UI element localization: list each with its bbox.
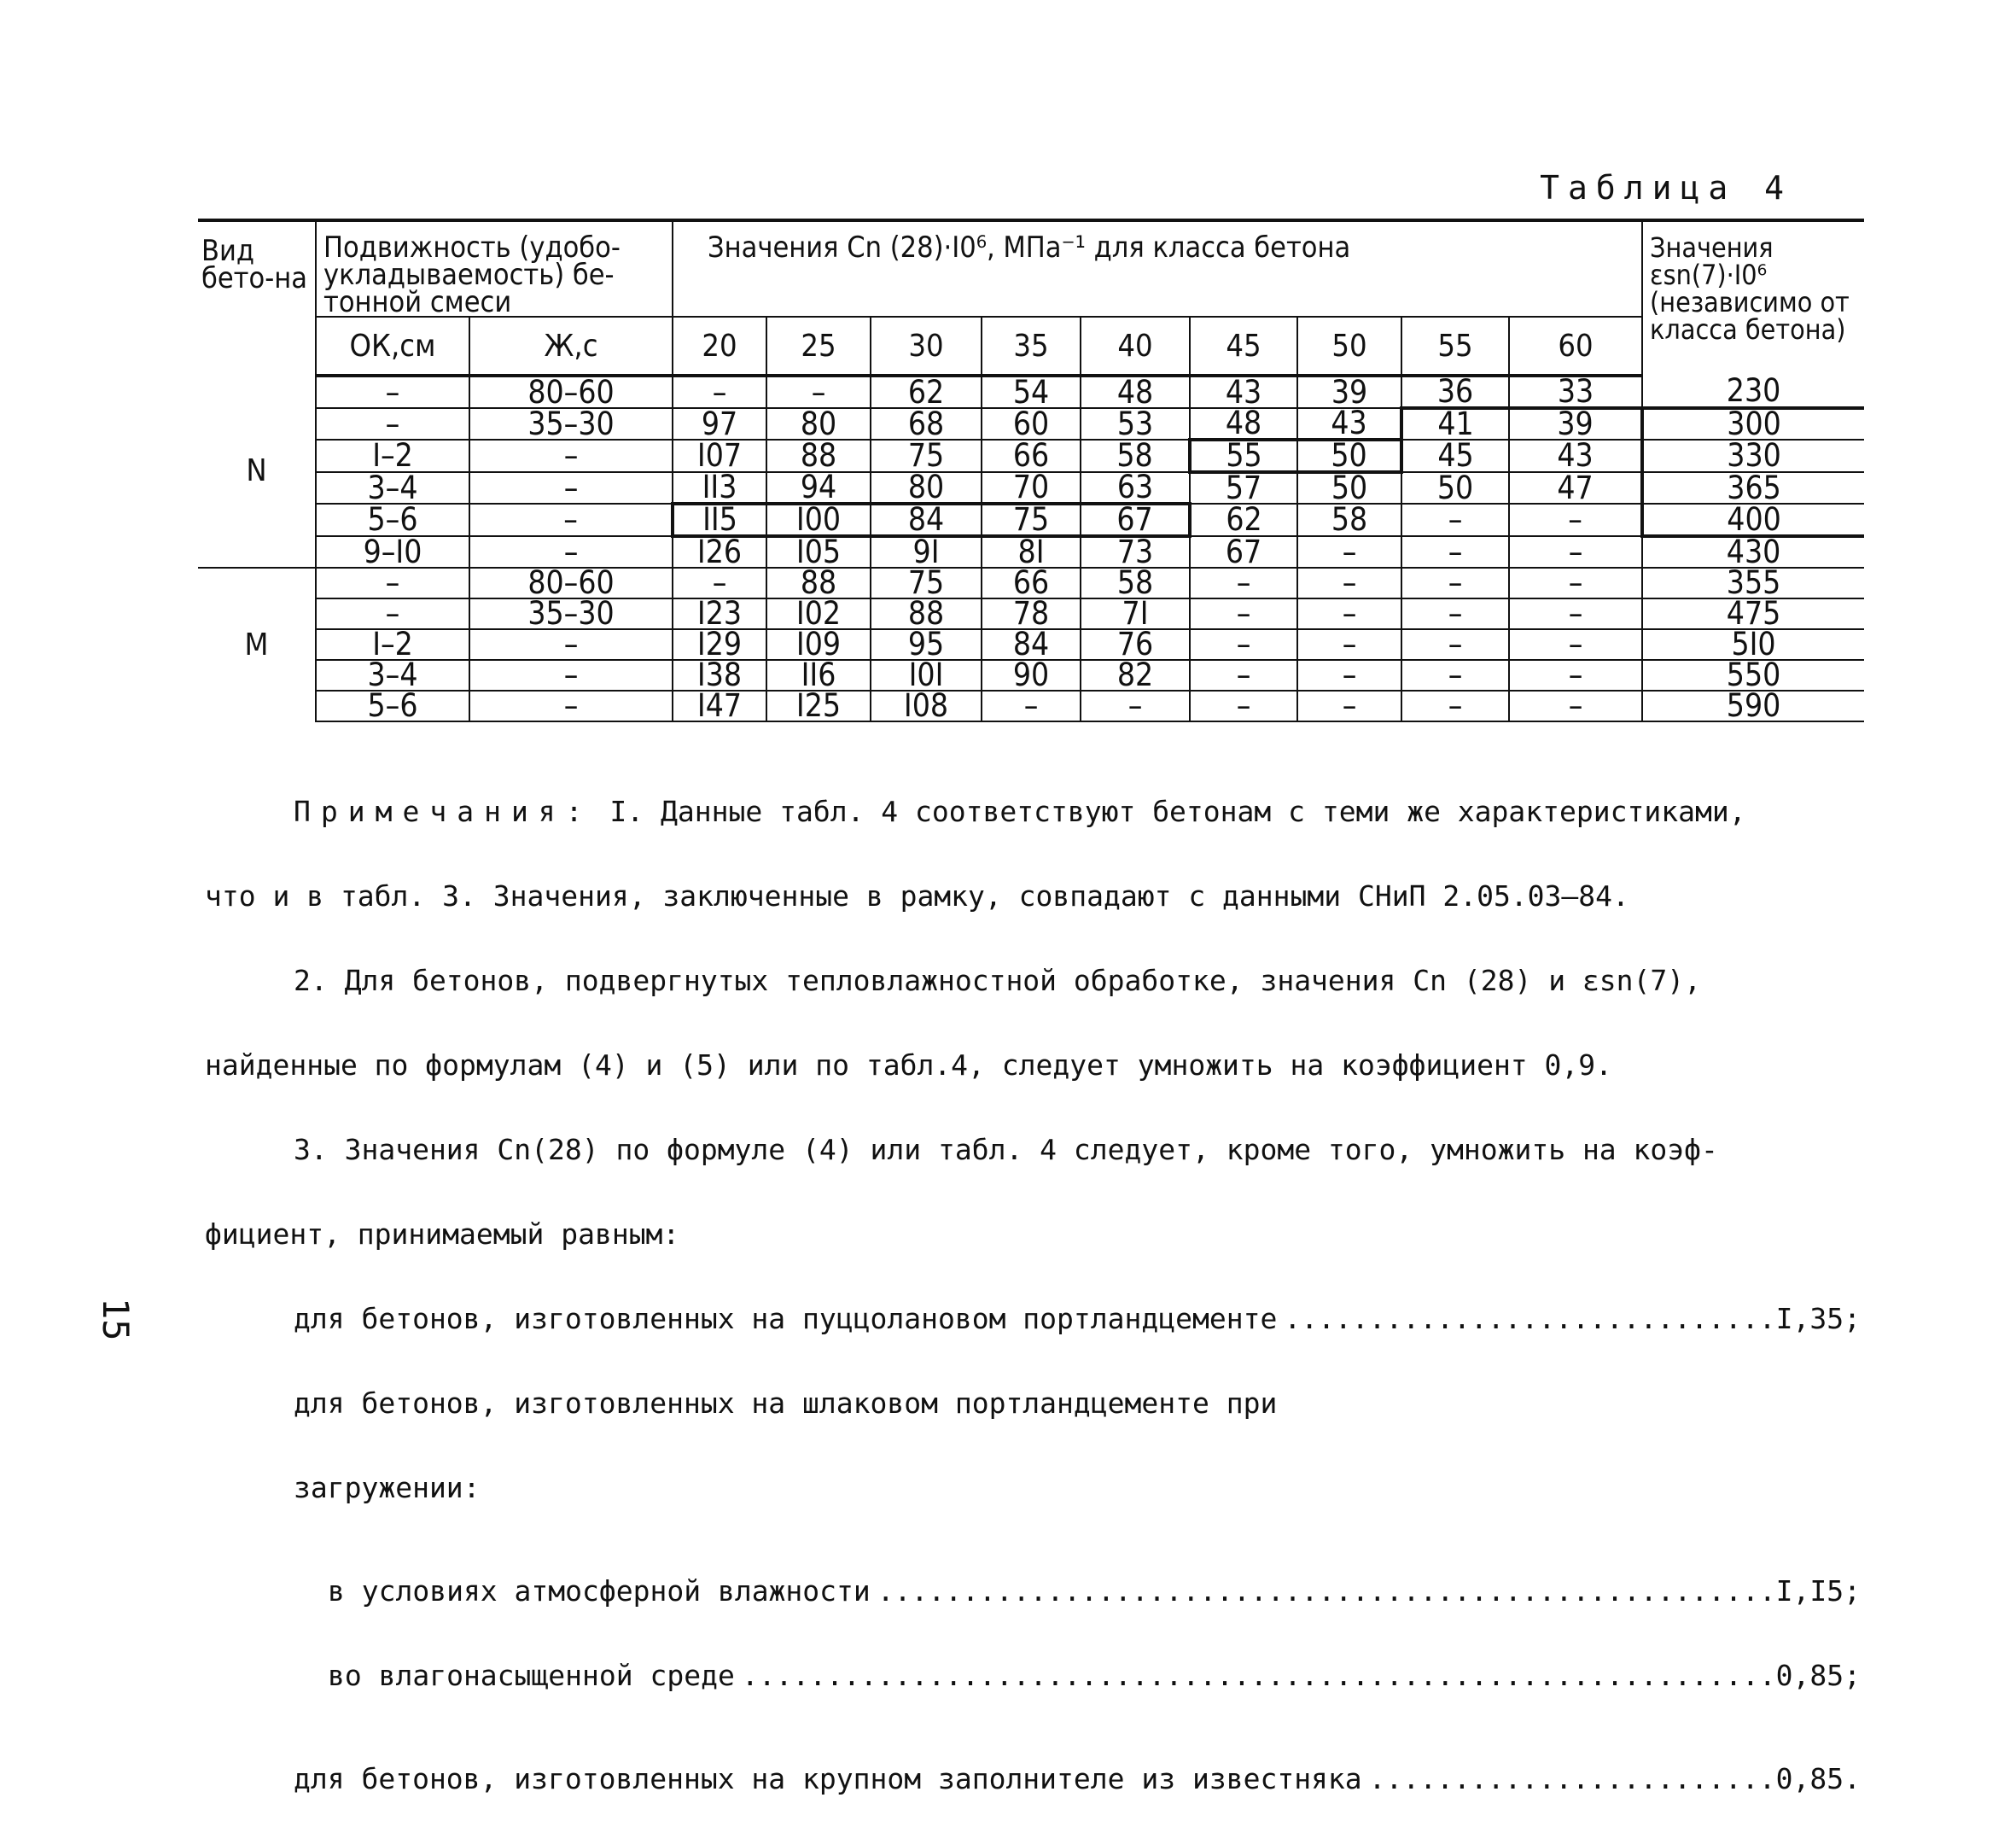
ok-cell: 5–6 (316, 691, 469, 721)
value-cell: 94 (766, 472, 871, 504)
data-table (198, 219, 1864, 722)
group-name: M (198, 568, 316, 721)
value-cell: 36 (1401, 376, 1509, 408)
zh-cell: – (469, 472, 673, 504)
value-cell: – (1297, 691, 1401, 721)
value-cell: 80 (871, 472, 982, 504)
value-cell: – (1190, 691, 1297, 721)
table-title: Таблица 4 (1540, 169, 1792, 207)
eps-cell: 400 (1642, 504, 1864, 536)
header-podvizh: Подвижность (удобо-укладываемость) бе-тонной смеси (316, 220, 673, 317)
eps-cell: 590 (1642, 691, 1864, 721)
value-cell: 43 (1297, 408, 1401, 440)
value-cell: – (673, 568, 766, 598)
value-cell: 84 (871, 504, 982, 536)
value-cell: – (1509, 660, 1642, 691)
value-cell: 75 (871, 568, 982, 598)
value-cell: 75 (982, 504, 1081, 536)
note-1a: I. Данные табл. 4 соответствуют бетонам с теми же характеристиками, (609, 795, 1746, 828)
header-eps: Значения εsn(7)·I0⁶ (независимо от класса бетона) (1642, 220, 1864, 376)
leader-dots (1369, 1765, 1769, 1793)
value-cell: 95 (871, 629, 982, 660)
value-cell: I09 (766, 629, 871, 660)
value-cell: – (1297, 660, 1401, 691)
header-vid: Вид бето-на (198, 220, 316, 376)
value-cell: 57 (1190, 472, 1297, 504)
ok-cell: – (316, 376, 469, 408)
leader-dots (877, 1577, 1769, 1605)
value-cell: II3 (673, 472, 766, 504)
value-cell: – (1401, 568, 1509, 598)
zh-cell: 35–30 (469, 598, 673, 629)
value-cell: 75 (871, 440, 982, 472)
header-class-25: 25 (766, 317, 871, 376)
ok-cell: 3–4 (316, 472, 469, 504)
table-row (198, 629, 1864, 660)
value-cell: I05 (766, 536, 871, 568)
table-row (198, 598, 1864, 629)
value-cell: 82 (1081, 660, 1190, 691)
note-2a: 2. Для бетонов, подвергнутых тепловлажностной обработке, значения Cn (28) и εsn(7), (294, 964, 1702, 997)
value-cell: 39 (1509, 408, 1642, 440)
value-cell: – (1190, 568, 1297, 598)
value-cell: 88 (766, 568, 871, 598)
value-cell: 63 (1081, 472, 1190, 504)
value-cell: – (1509, 536, 1642, 568)
value-cell: I38 (673, 660, 766, 691)
value-cell: I0I (871, 660, 982, 691)
value-cell: 62 (1190, 504, 1297, 536)
table-row (198, 472, 1864, 504)
value-cell: I07 (673, 440, 766, 472)
value-cell: 58 (1081, 568, 1190, 598)
value-cell: – (1509, 568, 1642, 598)
zh-cell: 80–60 (469, 568, 673, 598)
value-cell: 53 (1081, 408, 1190, 440)
value-cell: I02 (766, 598, 871, 629)
header-ok: ОК,см (316, 317, 469, 376)
zh-cell: – (469, 504, 673, 536)
value-cell: 84 (982, 629, 1081, 660)
value-cell: 54 (982, 376, 1081, 408)
zh-cell: – (469, 440, 673, 472)
ok-cell: I–2 (316, 629, 469, 660)
eps-cell: 430 (1642, 536, 1864, 568)
value-cell: 50 (1401, 472, 1509, 504)
coef-1-label: для бетонов, изготовленных на пуццолановом портландцементе (294, 1302, 1278, 1335)
leader-dots (742, 1661, 1769, 1690)
ok-cell: I–2 (316, 440, 469, 472)
zh-cell: – (469, 660, 673, 691)
table-row (198, 691, 1864, 721)
table-row (198, 504, 1864, 536)
value-cell: 41 (1401, 408, 1509, 440)
ok-cell: – (316, 568, 469, 598)
value-cell: – (1401, 691, 1509, 721)
value-cell: 66 (982, 568, 1081, 598)
value-cell: II6 (766, 660, 871, 691)
value-cell: 50 (1297, 472, 1401, 504)
group-name: N (198, 376, 316, 568)
eps-cell: 5I0 (1642, 629, 1864, 660)
value-cell: – (1509, 598, 1642, 629)
coef-3-label: для бетонов, изготовленных на крупном заполнителе из известняка (294, 1762, 1362, 1795)
table-row (198, 568, 1864, 598)
header-class-60: 60 (1509, 317, 1642, 376)
header-class-50: 50 (1297, 317, 1401, 376)
value-cell: 88 (766, 440, 871, 472)
note-1b: что и в табл. 3. Значения, заключенные в рамку, совпадают с данными СНиП 2.05.03–84. (205, 879, 1629, 913)
coef-2b-value: 0,85; (1775, 1659, 1861, 1692)
value-cell: – (1190, 598, 1297, 629)
value-cell: I00 (766, 504, 871, 536)
value-cell: – (1297, 536, 1401, 568)
coef-2-label-b: загружении: (294, 1471, 481, 1504)
value-cell: 8I (982, 536, 1081, 568)
value-cell: 67 (1081, 504, 1190, 536)
value-cell: 48 (1081, 376, 1190, 408)
leader-dots (1284, 1304, 1768, 1333)
coef-2a-value: I,I5; (1775, 1574, 1861, 1608)
notes-heading: Примечания: (294, 795, 593, 828)
value-cell: 62 (871, 376, 982, 408)
value-cell: 58 (1297, 504, 1401, 536)
eps-cell: 330 (1642, 440, 1864, 472)
notes (205, 741, 1861, 1821)
coef-2b-label: во влагонасыщенной среде (328, 1659, 735, 1692)
value-cell: – (1190, 660, 1297, 691)
value-cell: – (1297, 598, 1401, 629)
value-cell: 47 (1509, 472, 1642, 504)
value-cell: – (1190, 629, 1297, 660)
zh-cell: – (469, 536, 673, 568)
value-cell: I25 (766, 691, 871, 721)
eps-cell: 230 (1642, 376, 1864, 408)
header-class-55: 55 (1401, 317, 1509, 376)
table-row (198, 376, 1864, 408)
value-cell: 97 (673, 408, 766, 440)
table-row (198, 408, 1864, 440)
value-cell: – (1509, 504, 1642, 536)
coef-1-value: I,35; (1775, 1302, 1861, 1335)
value-cell: – (1297, 568, 1401, 598)
value-cell: – (766, 376, 871, 408)
value-cell: I26 (673, 536, 766, 568)
value-cell: 50 (1297, 440, 1401, 472)
table-row (198, 660, 1864, 691)
header-class-45: 45 (1190, 317, 1297, 376)
header-values: Значения Cn (28)·I0⁶, МПа⁻¹ для класса бетона (673, 220, 1642, 317)
page-number: 15 (95, 1298, 137, 1341)
eps-cell: 550 (1642, 660, 1864, 691)
value-cell: 68 (871, 408, 982, 440)
zh-cell: – (469, 629, 673, 660)
value-cell: 39 (1297, 376, 1401, 408)
value-cell: – (1509, 691, 1642, 721)
ok-cell: – (316, 598, 469, 629)
value-cell: I47 (673, 691, 766, 721)
eps-cell: 300 (1642, 408, 1864, 440)
value-cell: 76 (1081, 629, 1190, 660)
value-cell: 48 (1190, 408, 1297, 440)
coef-2a-label: в условиях атмосферной влажности (328, 1574, 871, 1608)
value-cell: – (982, 691, 1081, 721)
value-cell: – (1401, 536, 1509, 568)
zh-cell: 80–60 (469, 376, 673, 408)
value-cell: I23 (673, 598, 766, 629)
value-cell: II5 (673, 504, 766, 536)
value-cell: I29 (673, 629, 766, 660)
value-cell: 80 (766, 408, 871, 440)
ok-cell: 5–6 (316, 504, 469, 536)
value-cell: 67 (1190, 536, 1297, 568)
coef-3-value: 0,85. (1775, 1762, 1861, 1795)
value-cell: 58 (1081, 440, 1190, 472)
value-cell: 78 (982, 598, 1081, 629)
value-cell: I08 (871, 691, 982, 721)
value-cell: 43 (1509, 440, 1642, 472)
coef-2-label-a: для бетонов, изготовленных на шлаковом портландцементе при (294, 1386, 1278, 1420)
header-class-30: 30 (871, 317, 982, 376)
eps-cell: 365 (1642, 472, 1864, 504)
value-cell: – (1401, 660, 1509, 691)
note-3a: 3. Значения Cn(28) по формуле (4) или табл. 4 следует, кроме того, умножить на коэф- (294, 1133, 1718, 1166)
eps-cell: 475 (1642, 598, 1864, 629)
header-zh: Ж,с (469, 317, 673, 376)
value-cell: 7I (1081, 598, 1190, 629)
value-cell: – (1401, 504, 1509, 536)
value-cell: 9I (871, 536, 982, 568)
table-row (198, 440, 1864, 472)
eps-cell: 355 (1642, 568, 1864, 598)
value-cell: 73 (1081, 536, 1190, 568)
value-cell: 43 (1190, 376, 1297, 408)
value-cell: – (1297, 629, 1401, 660)
value-cell: 33 (1509, 376, 1642, 408)
ok-cell: 9–I0 (316, 536, 469, 568)
value-cell: 60 (982, 408, 1081, 440)
value-cell: 66 (982, 440, 1081, 472)
value-cell: – (1509, 629, 1642, 660)
note-3b: фициент, принимаемый равным: (205, 1217, 680, 1251)
value-cell: – (1401, 629, 1509, 660)
ok-cell: 3–4 (316, 660, 469, 691)
value-cell: 90 (982, 660, 1081, 691)
note-2b: найденные по формулам (4) и (5) или по табл.4, следует умножить на коэффициент 0,9. (205, 1048, 1613, 1082)
ok-cell: – (316, 408, 469, 440)
value-cell: 70 (982, 472, 1081, 504)
zh-cell: 35–30 (469, 408, 673, 440)
table-row (198, 536, 1864, 568)
value-cell: – (1081, 691, 1190, 721)
header-class-40: 40 (1081, 317, 1190, 376)
header-class-35: 35 (982, 317, 1081, 376)
value-cell: – (673, 376, 766, 408)
value-cell: – (1401, 598, 1509, 629)
value-cell: 45 (1401, 440, 1509, 472)
header-class-20: 20 (673, 317, 766, 376)
zh-cell: – (469, 691, 673, 721)
value-cell: 55 (1190, 440, 1297, 472)
value-cell: 88 (871, 598, 982, 629)
